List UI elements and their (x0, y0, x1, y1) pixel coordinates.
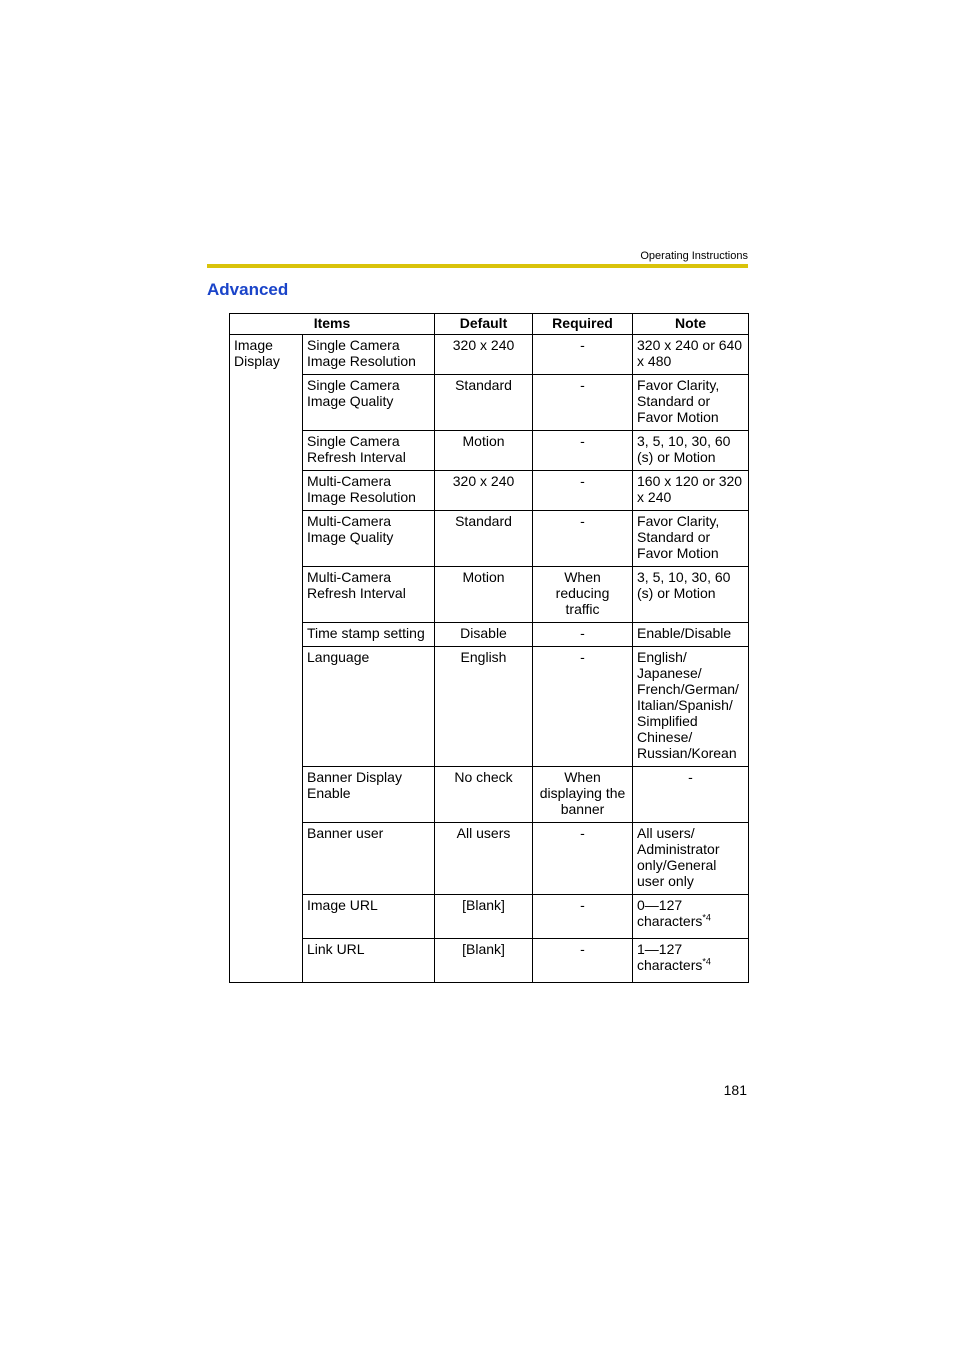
header-note: Note (633, 314, 749, 335)
header-default: Default (435, 314, 533, 335)
note-cell: Favor Clarity, Standard or Favor Motion (633, 375, 749, 431)
table-header-row (230, 314, 749, 335)
footnote-marker: *4 (702, 912, 711, 923)
item-cell: Single Camera Refresh Interval (303, 431, 435, 471)
default-cell: 320 x 240 (435, 471, 533, 511)
table-row (230, 511, 749, 567)
group-cell: Image Display (230, 335, 303, 983)
section-title: Advanced (207, 280, 289, 299)
required-cell: - (533, 335, 633, 375)
required-cell: - (533, 375, 633, 431)
header-rule (207, 264, 748, 268)
default-cell: Disable (435, 623, 533, 647)
table-row (230, 375, 749, 431)
table-row (230, 895, 749, 939)
item-cell: Single Camera Image Resolution (303, 335, 435, 375)
default-cell: 320 x 240 (435, 335, 533, 375)
note-cell: Enable/Disable (633, 623, 749, 647)
required-cell: - (533, 511, 633, 567)
required-cell: When displaying the banner (533, 767, 633, 823)
note-cell: 320 x 240 or 640 x 480 (633, 335, 749, 375)
default-cell: Standard (435, 511, 533, 567)
header-required: Required (533, 314, 633, 335)
item-cell: Image URL (303, 895, 435, 939)
note-cell: English/ Japanese/ French/German/ Italian/Spanish/ Simplified Chinese/ Russian/Korean (633, 647, 749, 767)
table-row (230, 823, 749, 895)
required-cell: - (533, 623, 633, 647)
note-cell (633, 939, 749, 983)
item-cell: Link URL (303, 939, 435, 983)
default-cell: [Blank] (435, 939, 533, 983)
required-cell: - (533, 823, 633, 895)
default-cell: [Blank] (435, 895, 533, 939)
table-row (230, 647, 749, 767)
table-row (230, 623, 749, 647)
item-cell: Banner user (303, 823, 435, 895)
required-cell: - (533, 647, 633, 767)
item-cell: Time stamp setting (303, 623, 435, 647)
settings-table (229, 313, 749, 983)
note-cell (633, 895, 749, 939)
note-cell: Favor Clarity, Standard or Favor Motion (633, 511, 749, 567)
note-text: 0—127 characters (637, 897, 703, 929)
table-row (230, 471, 749, 511)
item-cell: Multi-Camera Image Resolution (303, 471, 435, 511)
required-cell: - (533, 431, 633, 471)
required-cell: - (533, 939, 633, 983)
table-row (230, 431, 749, 471)
item-cell: Language (303, 647, 435, 767)
page-number: 181 (723, 1082, 747, 1098)
item-cell: Banner Display Enable (303, 767, 435, 823)
item-cell: Multi-Camera Refresh Interval (303, 567, 435, 623)
item-cell: Multi-Camera Image Quality (303, 511, 435, 567)
default-cell: Standard (435, 375, 533, 431)
header-items: Items (230, 314, 435, 335)
default-cell: No check (435, 767, 533, 823)
default-cell: Motion (435, 567, 533, 623)
note-cell: 3, 5, 10, 30, 60 (s) or Motion (633, 431, 749, 471)
required-cell: - (533, 895, 633, 939)
note-cell: 3, 5, 10, 30, 60 (s) or Motion (633, 567, 749, 623)
footnote-marker: *4 (702, 956, 711, 967)
note-cell: - (633, 767, 749, 823)
note-text: 1—127 characters (637, 941, 703, 973)
required-cell: - (533, 471, 633, 511)
table-row (230, 567, 749, 623)
note-cell: 160 x 120 or 320 x 240 (633, 471, 749, 511)
table-row (230, 335, 749, 375)
default-cell: All users (435, 823, 533, 895)
default-cell: Motion (435, 431, 533, 471)
note-cell: All users/ Administrator only/General user only (633, 823, 749, 895)
running-header: Operating Instructions (640, 250, 748, 262)
table-row (230, 939, 749, 983)
default-cell: English (435, 647, 533, 767)
table-row (230, 767, 749, 823)
item-cell: Single Camera Image Quality (303, 375, 435, 431)
required-cell: When reducing traffic (533, 567, 633, 623)
